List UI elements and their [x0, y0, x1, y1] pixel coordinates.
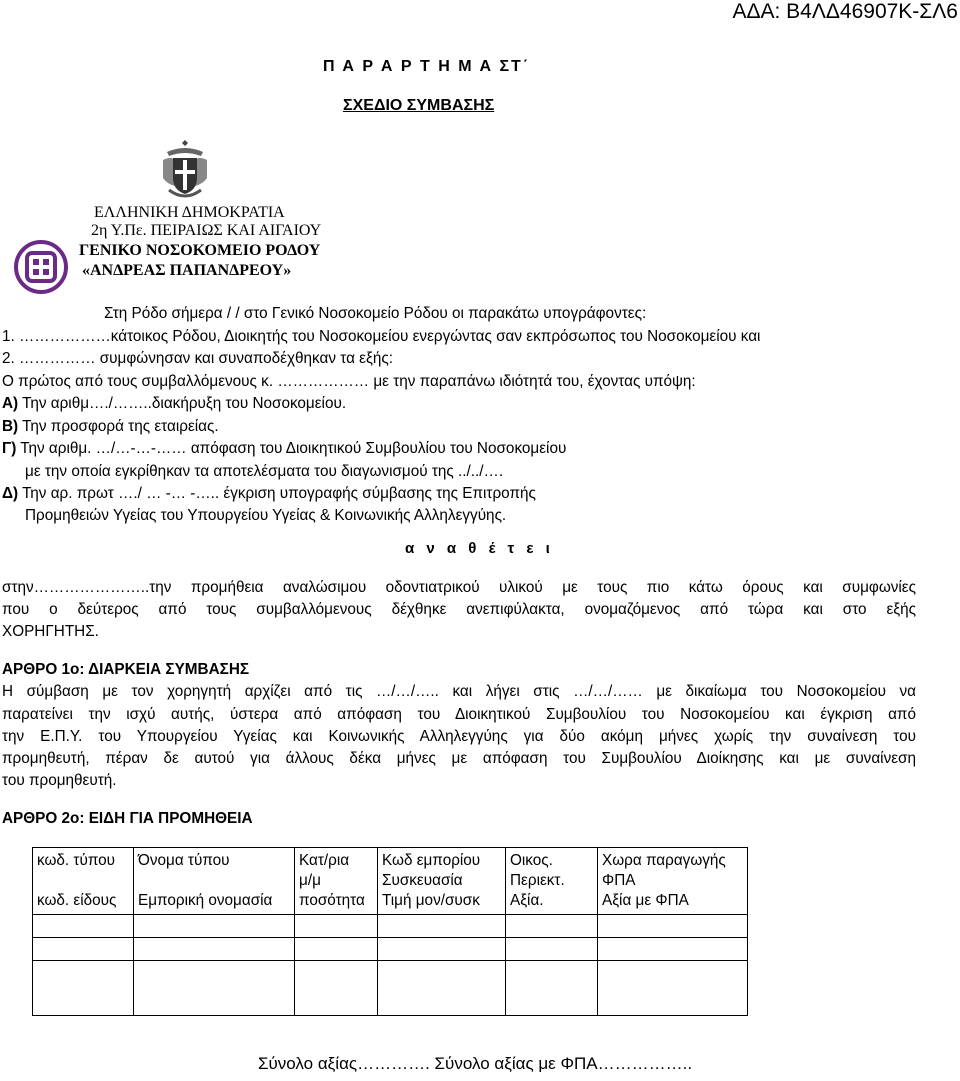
consideration-c-text: Την αριθμ. …/…-…-…… απόφαση του Διοικητικού Συμβουλίου του Νοσοκομείου [16, 440, 567, 457]
intro-line-3: 2. …………… συμφώνησαν και συναποδέχθηκαν τα εξής: [2, 350, 393, 367]
table-cell [378, 938, 506, 961]
header-country: Χωρα παραγωγής [602, 852, 726, 869]
header-vat: ΦΠΑ [602, 872, 636, 889]
award-line-1: στην…………………..την προμήθεια αναλώσιμου οδοντιατρικού υλικού με τους πιο κάτω όρους και συμφωνίες [2, 579, 916, 596]
header-code-item: κωδ. είδους [37, 892, 117, 909]
header-hospital-name: «ΑΝΔΡΕΑΣ ΠΑΠΑΝΔΡΕΟΥ» [82, 262, 292, 279]
award-line-3: ΧΟΡΗΓΗΤΗΣ. [2, 623, 99, 640]
header-trade-code: Κωδ εμπορίου [382, 852, 481, 869]
article-1-line-2: παρατείνει την ισχύ αυτής, ύστερα από απόφαση του Διοικητικού Συμβουλίου του Νοσοκομείου και έγκριση από [2, 706, 916, 723]
article-2-title: ΑΡΘΡΟ 2ο: ΕΙΔΗ ΓΙΑ ΠΡΟΜΗΘΕΙΑ [2, 810, 253, 827]
consideration-a-label: Α) [2, 395, 19, 412]
header-code-type: κωδ. τύπου [37, 852, 116, 869]
table-header-trade [378, 848, 506, 915]
header-type-name: Όνομα τύπου [138, 852, 230, 869]
intro-line-4: Ο πρώτος από τους συμβαλλόμενους κ. ……………… με την παραπάνω ιδιότητά του, έχοντας υπόψη: [2, 373, 696, 390]
header-quantity: ποσότητα [299, 892, 365, 909]
consideration-d [2, 485, 536, 503]
table-cell [33, 915, 134, 938]
article-1-title: ΑΡΘΡΟ 1ο: ΔΙΑΡΚΕΙΑ ΣΥΜΒΑΣΗΣ [2, 661, 250, 678]
consideration-d-label: Δ) [2, 485, 19, 502]
totals-line: Σύνολο αξίας…………. Σύνολο αξίας με ΦΠΑ…………….. [258, 1054, 693, 1073]
table-row [33, 915, 748, 938]
header-category: Κατ/ρια [299, 852, 350, 869]
table-header-country [598, 848, 748, 915]
header-supplier: Οικος. [510, 852, 553, 869]
table-cell [506, 938, 598, 961]
header-unit-price: Τιμή μον/συσκ [382, 892, 480, 909]
consideration-c [2, 440, 566, 458]
header-commercial-name: Εμπορική ονομασία [138, 892, 273, 909]
consideration-d-continuation: Προμηθειών Υγείας του Υπουργείου Υγείας & Κοινωνικής Αλληλεγγύης. [25, 507, 507, 524]
header-value-with-vat: Αξία με ΦΠΑ [602, 892, 689, 909]
header-unit: μ/μ [299, 872, 321, 889]
table-cell [295, 915, 378, 938]
consideration-b [2, 418, 219, 436]
article-1-line-5: του προμηθευτή. [2, 772, 117, 789]
consideration-c-continuation: με την οποία εγκρίθηκαν τα αποτελέσματα του διαγωνισμού της ../../…. [25, 463, 504, 480]
table-cell [295, 961, 378, 1016]
intro-line-1: Στη Ρόδο σήμερα / / στο Γενικό Νοσοκομείο Ρόδου οι παρακάτω υπογράφοντες: [104, 305, 647, 322]
table-cell [134, 915, 295, 938]
table-row [33, 938, 748, 961]
table-cell [134, 938, 295, 961]
header-region: 2η Υ.Πε. ΠΕΙΡΑΙΩΣ ΚΑΙ ΑΙΓΑΙΟΥ [91, 222, 322, 239]
consideration-a-text: Την αριθμ…./……..διακήρυξη του Νοσοκομείου. [18, 395, 347, 412]
table-header-row [33, 848, 748, 915]
hospital-logo-icon [14, 240, 68, 294]
consideration-b-text: Την προσφορά της εταιρείας. [18, 418, 219, 435]
table-row [33, 961, 748, 1016]
consideration-b-label: Β) [2, 418, 19, 435]
draft-title: ΣΧΕΔΙΟ ΣΥΜΒΑΣΗΣ [343, 97, 495, 114]
items-table [32, 847, 748, 1016]
table-cell [33, 961, 134, 1016]
table-cell [134, 961, 295, 1016]
table-cell [506, 961, 598, 1016]
table-cell [598, 961, 748, 1016]
article-1-line-1: Η σύμβαση με τον χορηγητή αρχίζει από τις …/…/….. και λήγει στις …/…/…… με δικαίωμα του Νοσοκομείου να [2, 683, 916, 700]
header-packaging: Συσκευασία [382, 872, 463, 889]
table-cell [33, 938, 134, 961]
article-1-line-4: προμηθευτή, πέραν δε αυτού για άλλους δέκα μήνες με απόφαση του Συμβουλίου Διοίκησης και με συναίνεση [2, 750, 916, 767]
ada-code: ΑΔΑ: Β4ΛΔ46907Κ-ΣΛ6 [732, 0, 958, 23]
table-header-supplier [506, 848, 598, 915]
header-name-spacer [138, 871, 290, 891]
greek-coat-of-arms-icon [161, 138, 209, 202]
header-content: Περιεκτ. [510, 872, 565, 889]
assigns-heading: α ν α θ έ τ ε ι [405, 540, 554, 557]
table-cell [598, 938, 748, 961]
table-header-name [134, 848, 295, 915]
header-code-spacer [37, 871, 129, 891]
table-cell [295, 938, 378, 961]
header-value: Αξία. [510, 892, 544, 909]
table-header-category [295, 848, 378, 915]
article-1-line-3: την Ε.Π.Υ. του Υπουργείου Υγείας και Κοινωνικής Αλληλεγγύης για δύο ακόμη μήνες χωρίς την συναίνεση του [2, 728, 916, 745]
table-cell [598, 915, 748, 938]
header-republic: ΕΛΛΗΝΙΚΗ ΔΗΜΟΚΡΑΤΙΑ [94, 204, 285, 221]
consideration-a [2, 395, 346, 413]
table-cell [378, 915, 506, 938]
table-cell [378, 961, 506, 1016]
intro-line-2: 1. ………………κάτοικος Ρόδου, Διοικητής του Νοσοκομείου ενεργώντας σαν εκπρόσωπος του Νοσοκομείου και [2, 328, 761, 345]
header-hospital: ΓΕΝΙΚΟ ΝΟΣΟΚΟΜΕΙΟ ΡΟΔΟΥ [79, 242, 321, 259]
consideration-d-text: Την αρ. πρωτ …./ … -… -….. έγκριση υπογραφής σύμβασης της Επιτροπής [18, 485, 536, 502]
annex-title: Π Α Ρ Α Ρ Τ Η Μ Α ΣΤ΄ [323, 58, 531, 75]
table-header-code [33, 848, 134, 915]
table-cell [506, 915, 598, 938]
consideration-c-label: Γ) [2, 440, 17, 457]
award-line-2: που ο δεύτερος από τους συμβαλλόμενους δέχθηκε ανεπιφύλακτα, ονομαζόμενος από τώρα και στο εξής [2, 601, 916, 618]
